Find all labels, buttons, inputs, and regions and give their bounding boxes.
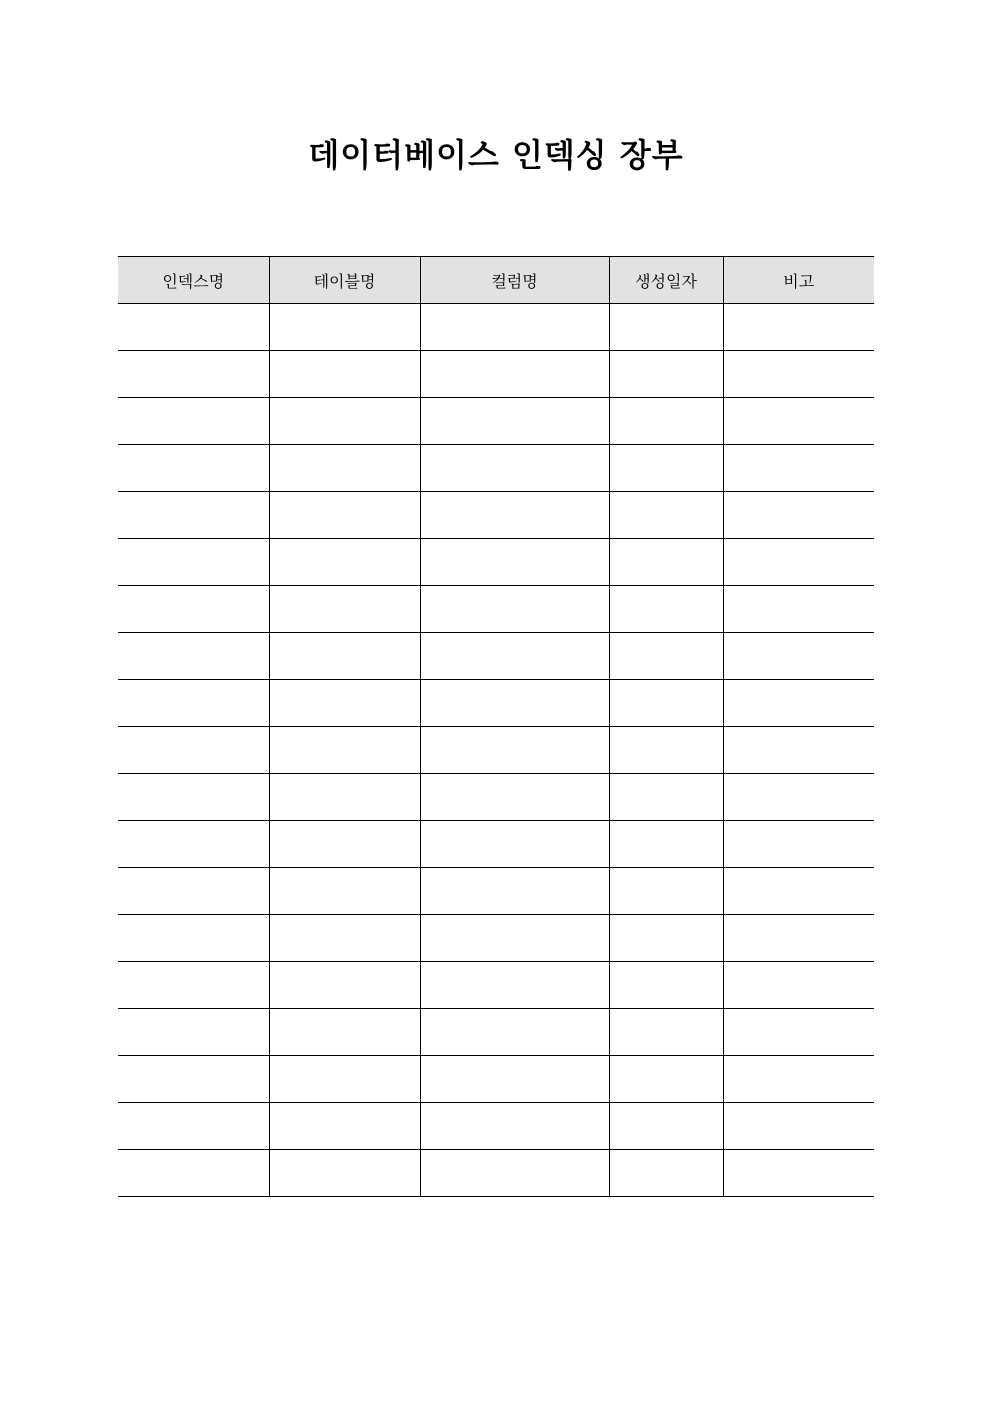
remarks-cell[interactable]	[723, 304, 874, 351]
table-row	[118, 633, 874, 680]
remarks-cell[interactable]	[723, 774, 874, 821]
created-date-cell[interactable]	[609, 398, 723, 445]
index-name-cell[interactable]	[118, 633, 269, 680]
table-row	[118, 445, 874, 492]
column-name-cell[interactable]	[420, 539, 609, 586]
table-name-cell[interactable]	[269, 1009, 420, 1056]
column-name-cell[interactable]	[420, 351, 609, 398]
column-name-cell[interactable]	[420, 1103, 609, 1150]
index-name-cell[interactable]	[118, 962, 269, 1009]
table-row	[118, 868, 874, 915]
created-date-cell[interactable]	[609, 1103, 723, 1150]
created-date-cell[interactable]	[609, 915, 723, 962]
table-name-cell[interactable]	[269, 1150, 420, 1197]
index-name-cell[interactable]	[118, 304, 269, 351]
remarks-cell[interactable]	[723, 398, 874, 445]
column-name-cell[interactable]	[420, 1056, 609, 1103]
table-row	[118, 398, 874, 445]
index-name-cell[interactable]	[118, 821, 269, 868]
table-name-cell[interactable]	[269, 821, 420, 868]
column-header-table-name: 테이블명	[269, 257, 420, 304]
created-date-cell[interactable]	[609, 1056, 723, 1103]
column-name-cell[interactable]	[420, 1009, 609, 1056]
table-row	[118, 1009, 874, 1056]
remarks-cell[interactable]	[723, 1103, 874, 1150]
column-name-cell[interactable]	[420, 680, 609, 727]
created-date-cell[interactable]	[609, 445, 723, 492]
column-name-cell[interactable]	[420, 586, 609, 633]
created-date-cell[interactable]	[609, 1009, 723, 1056]
column-name-cell[interactable]	[420, 821, 609, 868]
index-name-cell[interactable]	[118, 1056, 269, 1103]
column-header-remarks: 비고	[723, 257, 874, 304]
column-name-cell[interactable]	[420, 304, 609, 351]
table-name-cell[interactable]	[269, 774, 420, 821]
remarks-cell[interactable]	[723, 492, 874, 539]
column-header-created-date: 생성일자	[609, 257, 723, 304]
table-row	[118, 1056, 874, 1103]
table-row	[118, 492, 874, 539]
table-row	[118, 586, 874, 633]
index-name-cell[interactable]	[118, 1150, 269, 1197]
table-name-cell[interactable]	[269, 398, 420, 445]
column-name-cell[interactable]	[420, 727, 609, 774]
created-date-cell[interactable]	[609, 774, 723, 821]
remarks-cell[interactable]	[723, 586, 874, 633]
remarks-cell[interactable]	[723, 821, 874, 868]
table-body	[118, 304, 874, 1197]
index-name-cell[interactable]	[118, 774, 269, 821]
table-name-cell[interactable]	[269, 351, 420, 398]
remarks-cell[interactable]	[723, 351, 874, 398]
page-title: 데이터베이스 인덱싱 장부	[308, 136, 684, 174]
created-date-cell[interactable]	[609, 586, 723, 633]
column-header-column-name: 컬럼명	[420, 257, 609, 304]
index-name-cell[interactable]	[118, 398, 269, 445]
column-header-index-name: 인덱스명	[118, 257, 269, 304]
index-name-cell[interactable]	[118, 586, 269, 633]
table-row	[118, 539, 874, 586]
column-name-cell[interactable]	[420, 398, 609, 445]
index-name-cell[interactable]	[118, 539, 269, 586]
column-name-cell[interactable]	[420, 915, 609, 962]
created-date-cell[interactable]	[609, 821, 723, 868]
table-header-row	[118, 257, 874, 304]
created-date-cell[interactable]	[609, 680, 723, 727]
table-row	[118, 680, 874, 727]
table-row	[118, 727, 874, 774]
table-row	[118, 1103, 874, 1150]
remarks-cell[interactable]	[723, 1056, 874, 1103]
table-name-cell[interactable]	[269, 304, 420, 351]
table-row	[118, 915, 874, 962]
table-row	[118, 304, 874, 351]
remarks-cell[interactable]	[723, 727, 874, 774]
created-date-cell[interactable]	[609, 633, 723, 680]
table-name-cell[interactable]	[269, 868, 420, 915]
column-name-cell[interactable]	[420, 774, 609, 821]
column-name-cell[interactable]	[420, 492, 609, 539]
table-name-cell[interactable]	[269, 680, 420, 727]
table-name-cell[interactable]	[269, 962, 420, 1009]
created-date-cell[interactable]	[609, 539, 723, 586]
remarks-cell[interactable]	[723, 633, 874, 680]
index-name-cell[interactable]	[118, 868, 269, 915]
table-row	[118, 962, 874, 1009]
remarks-cell[interactable]	[723, 915, 874, 962]
index-name-cell[interactable]	[118, 680, 269, 727]
index-name-cell[interactable]	[118, 915, 269, 962]
table-name-cell[interactable]	[269, 586, 420, 633]
table-name-cell[interactable]	[269, 1056, 420, 1103]
index-ledger-table	[118, 256, 874, 1197]
remarks-cell[interactable]	[723, 539, 874, 586]
table-row	[118, 351, 874, 398]
index-name-cell[interactable]	[118, 492, 269, 539]
table-row	[118, 1150, 874, 1197]
created-date-cell[interactable]	[609, 962, 723, 1009]
table-row	[118, 821, 874, 868]
remarks-cell[interactable]	[723, 1150, 874, 1197]
created-date-cell[interactable]	[609, 868, 723, 915]
remarks-cell[interactable]	[723, 680, 874, 727]
created-date-cell[interactable]	[609, 304, 723, 351]
column-name-cell[interactable]	[420, 445, 609, 492]
index-name-cell[interactable]	[118, 1103, 269, 1150]
table-name-cell[interactable]	[269, 633, 420, 680]
table-name-cell[interactable]	[269, 445, 420, 492]
table-name-cell[interactable]	[269, 915, 420, 962]
remarks-cell[interactable]	[723, 962, 874, 1009]
remarks-cell[interactable]	[723, 1009, 874, 1056]
index-name-cell[interactable]	[118, 727, 269, 774]
column-name-cell[interactable]	[420, 633, 609, 680]
remarks-cell[interactable]	[723, 868, 874, 915]
column-name-cell[interactable]	[420, 962, 609, 1009]
created-date-cell[interactable]	[609, 351, 723, 398]
table-row	[118, 774, 874, 821]
table-name-cell[interactable]	[269, 492, 420, 539]
created-date-cell[interactable]	[609, 492, 723, 539]
index-name-cell[interactable]	[118, 351, 269, 398]
created-date-cell[interactable]	[609, 1150, 723, 1197]
index-name-cell[interactable]	[118, 1009, 269, 1056]
column-name-cell[interactable]	[420, 1150, 609, 1197]
column-name-cell[interactable]	[420, 868, 609, 915]
created-date-cell[interactable]	[609, 727, 723, 774]
index-name-cell[interactable]	[118, 445, 269, 492]
remarks-cell[interactable]	[723, 445, 874, 492]
table-name-cell[interactable]	[269, 1103, 420, 1150]
table-name-cell[interactable]	[269, 539, 420, 586]
table-name-cell[interactable]	[269, 727, 420, 774]
